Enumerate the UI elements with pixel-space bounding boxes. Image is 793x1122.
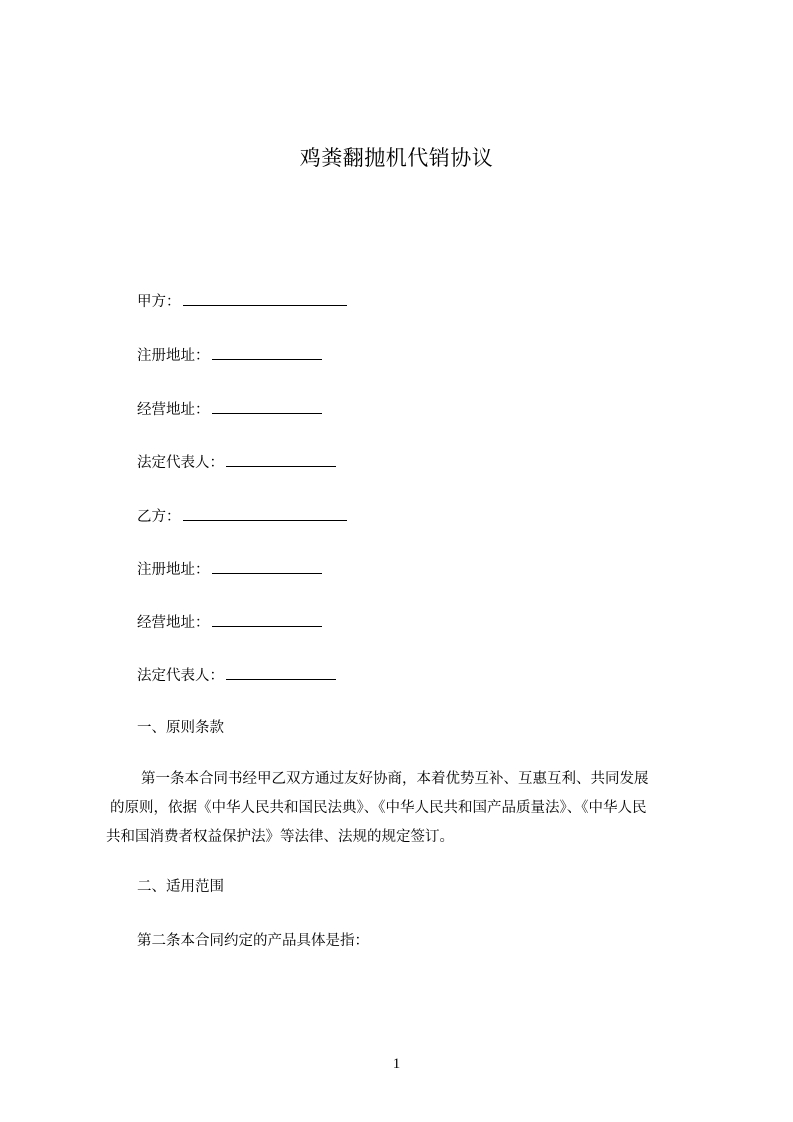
clause-one-line: 第一条本合同书经甲乙双方通过友好协商，本着优势互补、互惠互利、共同发展 bbox=[141, 771, 649, 787]
section-scope-heading: 二、适用范围 bbox=[137, 879, 224, 895]
party-b-business-address-field bbox=[137, 612, 322, 633]
party-b-legal-rep-field bbox=[137, 665, 336, 686]
clause-two-text: 第二条本合同约定的产品具体是指： bbox=[137, 933, 369, 949]
party-a-business-address-blank bbox=[212, 399, 322, 414]
party-a-label: 甲方： bbox=[137, 294, 181, 310]
party-a-registered-address-field bbox=[137, 345, 322, 366]
party-a-legal-rep-blank bbox=[226, 452, 336, 467]
party-a-field bbox=[137, 291, 347, 312]
clause-one-line: 的原则，依据《中华人民共和国民法典》、《中华人民共和国产品质量法》、《中华人民 bbox=[110, 800, 647, 816]
party-a-registered-address-blank bbox=[212, 345, 322, 360]
section-principles-heading: 一、原则条款 bbox=[137, 720, 224, 736]
party-b-legal-rep-label: 法定代表人： bbox=[137, 668, 224, 684]
clause-one-line: 共和国消费者权益保护法》等法律、法规的规定签订。 bbox=[106, 829, 454, 845]
party-a-business-address-field bbox=[137, 399, 322, 420]
party-b-business-address-label: 经营地址： bbox=[137, 615, 210, 631]
party-b-label: 乙方： bbox=[137, 509, 181, 525]
party-b-registered-address-blank bbox=[212, 559, 322, 574]
party-b-registered-address-field bbox=[137, 559, 322, 580]
clause-one-paragraph bbox=[106, 765, 718, 852]
party-b-blank bbox=[183, 506, 347, 521]
party-b-registered-address-label: 注册地址： bbox=[137, 562, 210, 578]
party-a-blank bbox=[183, 291, 347, 306]
party-b-business-address-blank bbox=[212, 612, 322, 627]
party-a-registered-address-label: 注册地址： bbox=[137, 348, 210, 364]
document-title: 鸡粪翻抛机代销协议 bbox=[299, 146, 494, 170]
party-a-business-address-label: 经营地址： bbox=[137, 402, 210, 418]
party-a-legal-rep-label: 法定代表人： bbox=[137, 455, 224, 471]
party-a-legal-rep-field bbox=[137, 452, 336, 473]
page-number: 1 bbox=[392, 1056, 401, 1072]
party-b-field bbox=[137, 506, 347, 527]
party-b-legal-rep-blank bbox=[226, 665, 336, 680]
